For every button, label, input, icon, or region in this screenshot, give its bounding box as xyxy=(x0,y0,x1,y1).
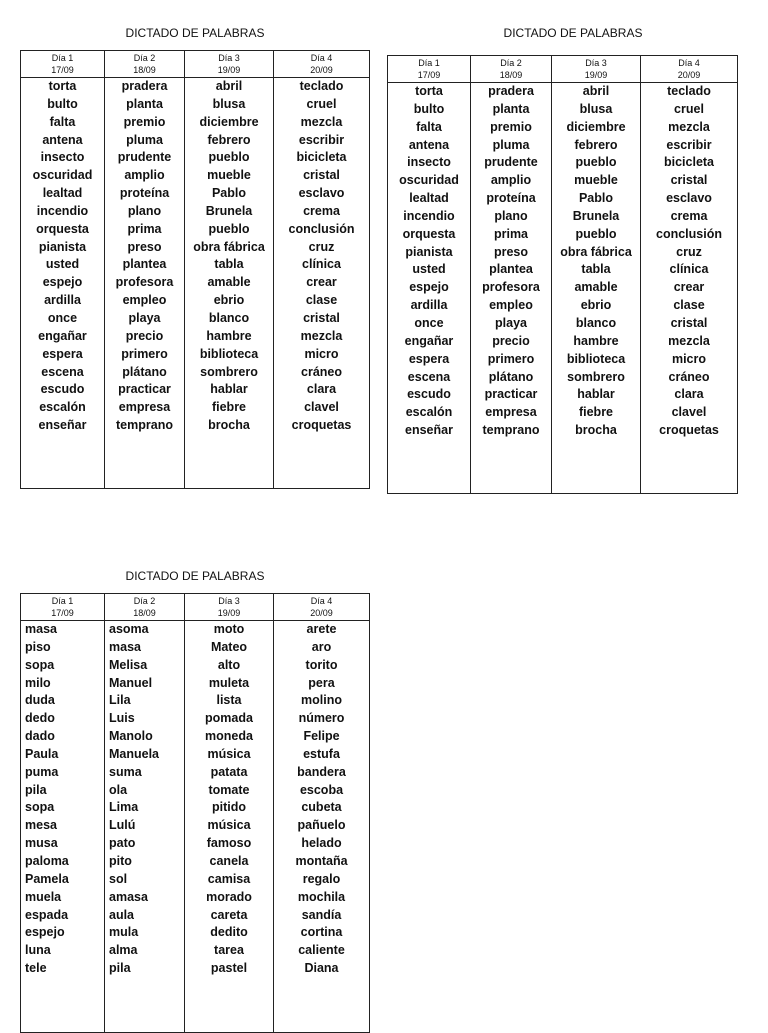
word-item: estufa xyxy=(303,746,340,761)
word-item: dedito xyxy=(210,925,248,940)
word-item: once xyxy=(414,315,444,330)
word-item: esclavo xyxy=(298,186,345,201)
word-item: prima xyxy=(127,221,162,236)
word-item: Brunela xyxy=(572,208,620,223)
word-item: prudente xyxy=(117,150,172,165)
word-item: planta xyxy=(492,101,530,116)
word-item: bicicleta xyxy=(663,155,715,170)
word-item: luna xyxy=(25,943,51,958)
word-item: amable xyxy=(207,275,251,290)
word-item: ola xyxy=(109,782,128,797)
word-item: temprano xyxy=(482,423,540,438)
word-item: croquetas xyxy=(291,418,352,433)
word-item: torta xyxy=(48,79,77,93)
word-item: pianista xyxy=(405,244,453,259)
word-item: crema xyxy=(303,203,340,218)
word-item: amasa xyxy=(109,889,148,904)
word-item: escoba xyxy=(299,782,344,797)
word-item: Manuela xyxy=(109,746,160,761)
word-item: precio xyxy=(492,333,530,348)
word-item: Pablo xyxy=(578,191,614,206)
word-item: patata xyxy=(210,764,248,779)
word-item: helado xyxy=(301,836,342,851)
word-item: usted xyxy=(45,257,80,272)
word-item: pueblo xyxy=(575,155,617,170)
word-item: micro xyxy=(671,351,707,366)
word-item: Paula xyxy=(25,746,59,761)
word-item: cruz xyxy=(676,244,702,259)
day-3-words xyxy=(552,83,641,494)
word-item: sombrero xyxy=(200,364,258,379)
word-item: blusa xyxy=(579,101,613,116)
word-item: blusa xyxy=(212,96,246,111)
word-item: plano xyxy=(494,208,528,223)
word-row xyxy=(21,621,370,1033)
word-item: duda xyxy=(25,693,55,708)
word-item: número xyxy=(298,711,345,726)
word-item: regalo xyxy=(302,871,341,886)
word-item: cristal xyxy=(303,168,340,183)
word-item: clínica xyxy=(302,257,341,272)
day-2-words xyxy=(105,621,185,1033)
word-item: Luis xyxy=(109,711,135,726)
block-title: DICTADO DE PALABRAS xyxy=(125,569,265,583)
word-item: tabla xyxy=(581,262,611,277)
table-header-row xyxy=(388,56,738,83)
word-item: espera xyxy=(408,351,450,366)
word-item: empresa xyxy=(118,400,171,415)
word-item: hablar xyxy=(210,382,248,397)
day-2-words xyxy=(471,83,552,494)
word-item: primero xyxy=(487,351,535,366)
word-item: profesora xyxy=(482,280,540,295)
word-item: cristal xyxy=(303,310,340,325)
word-item: escudo xyxy=(40,382,85,397)
word-item: sopa xyxy=(25,657,55,672)
day-4-words xyxy=(641,83,738,494)
word-item: Pablo xyxy=(211,186,247,201)
word-item: música xyxy=(207,746,251,761)
word-item: aro xyxy=(311,639,332,654)
word-item: asoma xyxy=(109,622,149,636)
word-item: obra fábrica xyxy=(193,239,265,254)
word-item: clara xyxy=(306,382,337,397)
word-item: música xyxy=(207,818,251,833)
day-3-words xyxy=(185,78,274,489)
day-3-header: Día 3 19/09 xyxy=(552,56,641,83)
word-item: pomada xyxy=(205,711,253,726)
word-item: empresa xyxy=(485,405,537,420)
word-item: escribir xyxy=(666,137,712,152)
word-item: cráneo xyxy=(301,364,342,379)
word-item: plantea xyxy=(489,262,533,277)
word-item: clavel xyxy=(304,400,339,415)
word-item: esclavo xyxy=(666,191,712,206)
dictation-block-2 xyxy=(387,26,739,501)
word-item: Brunela xyxy=(205,203,253,218)
word-item: abril xyxy=(582,84,610,98)
word-item: Mateo xyxy=(210,639,248,654)
word-item: cruz xyxy=(308,239,335,254)
day-1-words xyxy=(388,83,471,494)
word-item: sopa xyxy=(25,800,55,815)
word-item: practicar xyxy=(484,387,538,402)
word-item: usted xyxy=(412,262,446,277)
table-header-row xyxy=(21,51,370,78)
word-item: proteína xyxy=(119,186,170,201)
day-1-words xyxy=(21,621,105,1033)
word-item: antena xyxy=(408,137,450,152)
word-item: pastel xyxy=(210,961,248,976)
day-4-header: Día 4 20/09 xyxy=(274,594,370,621)
word-item: mueble xyxy=(574,173,618,188)
word-item: amable xyxy=(574,280,618,295)
word-item: crema xyxy=(670,208,708,223)
word-item: Lulú xyxy=(109,818,136,833)
day-4-words xyxy=(274,78,370,489)
word-item: brocha xyxy=(575,423,617,438)
word-item: bulto xyxy=(47,96,78,111)
word-item: pañuelo xyxy=(297,818,346,833)
word-item: crear xyxy=(673,280,705,295)
word-item: Lima xyxy=(109,800,139,815)
word-item: oscuridad xyxy=(32,168,93,183)
day-3-words xyxy=(185,621,274,1033)
word-item: musa xyxy=(25,836,58,851)
word-item: mueble xyxy=(207,168,251,183)
word-item: escalón xyxy=(39,400,86,415)
day-4-header: Día 4 20/09 xyxy=(641,56,738,83)
word-item: lealtad xyxy=(42,186,83,201)
word-item: Pamela xyxy=(25,871,69,886)
word-item: morado xyxy=(206,889,252,904)
word-item: pradera xyxy=(488,84,534,98)
word-item: cubeta xyxy=(301,800,342,815)
word-item: pradera xyxy=(121,79,168,93)
word-item: premio xyxy=(490,119,532,134)
word-item: tarea xyxy=(214,943,244,958)
word-item: escribir xyxy=(298,132,345,147)
word-item: pera xyxy=(308,675,335,690)
word-item: tele xyxy=(25,961,47,976)
word-item: empleo xyxy=(122,293,167,308)
dictation-table xyxy=(20,50,370,489)
word-item: pitido xyxy=(211,800,246,815)
word-item: moto xyxy=(213,622,245,636)
word-item: arete xyxy=(306,622,337,636)
word-item: alto xyxy=(217,657,241,672)
word-item: caliente xyxy=(298,943,345,958)
word-item: engañar xyxy=(38,328,87,343)
word-item: preso xyxy=(493,244,529,259)
word-item: espera xyxy=(42,346,83,361)
word-item: bandera xyxy=(297,764,346,779)
word-item: pueblo xyxy=(208,221,250,236)
word-item: Manolo xyxy=(109,729,153,744)
block-title: DICTADO DE PALABRAS xyxy=(503,26,643,40)
block-title: DICTADO DE PALABRAS xyxy=(125,26,265,40)
word-item: molino xyxy=(301,693,342,708)
word-item: premio xyxy=(123,114,166,129)
word-item: hambre xyxy=(573,333,619,348)
word-item: espejo xyxy=(25,925,65,940)
word-item: ebrio xyxy=(213,293,245,308)
word-item: canela xyxy=(209,853,249,868)
word-item: insecto xyxy=(407,155,451,170)
word-item: primero xyxy=(121,346,168,361)
word-item: cristal xyxy=(670,173,708,188)
word-item: paloma xyxy=(25,853,69,868)
word-item: clase xyxy=(305,293,338,308)
dictation-table xyxy=(20,593,370,1033)
dictation-block-1 xyxy=(20,26,370,496)
word-item: croquetas xyxy=(659,423,719,438)
word-item: espada xyxy=(25,907,69,922)
word-row xyxy=(21,78,370,489)
word-item: blanco xyxy=(208,310,250,325)
word-item: suma xyxy=(109,764,142,779)
word-item: muela xyxy=(25,889,62,904)
word-item: cruel xyxy=(306,96,337,111)
word-item: aula xyxy=(109,907,135,922)
word-item: bicicleta xyxy=(296,150,347,165)
word-item: muleta xyxy=(208,675,250,690)
word-item: espejo xyxy=(409,280,449,295)
word-item: clase xyxy=(673,298,705,313)
word-item: prudente xyxy=(484,155,538,170)
word-item: moneda xyxy=(205,729,253,744)
word-item: torito xyxy=(305,657,338,672)
word-item: crear xyxy=(306,275,337,290)
word-item: enseñar xyxy=(38,418,87,433)
word-item: mezcla xyxy=(300,114,343,129)
word-item: pluma xyxy=(492,137,530,152)
word-item: piso xyxy=(25,639,51,654)
word-item: mesa xyxy=(25,818,57,833)
word-item: hambre xyxy=(206,328,252,343)
word-item: mula xyxy=(109,925,139,940)
word-item: obra fábrica xyxy=(560,244,632,259)
day-2-header: Día 2 18/09 xyxy=(105,51,185,78)
word-item: cortina xyxy=(300,925,343,940)
word-item: pianista xyxy=(38,239,87,254)
word-item: precio xyxy=(125,328,164,343)
word-item: tomate xyxy=(208,782,250,797)
word-item: incendio xyxy=(403,208,455,223)
word-item: profesora xyxy=(115,275,174,290)
word-item: clara xyxy=(674,387,704,402)
word-item: cráneo xyxy=(668,369,710,384)
word-item: plátano xyxy=(488,369,534,384)
word-item: fiebre xyxy=(578,405,614,420)
word-item: pueblo xyxy=(575,226,617,241)
word-item: proteína xyxy=(486,191,536,206)
word-row xyxy=(388,83,738,494)
word-item: Manuel xyxy=(109,675,153,690)
word-item: mezcla xyxy=(300,328,343,343)
word-item: falta xyxy=(49,114,76,129)
word-item: puma xyxy=(25,764,59,779)
word-item: engañar xyxy=(404,333,454,348)
day-2-header: Día 2 18/09 xyxy=(105,594,185,621)
word-item: escena xyxy=(41,364,84,379)
word-item: mezcla xyxy=(668,119,710,134)
word-item: diciembre xyxy=(566,119,626,134)
word-item: orquesta xyxy=(36,221,89,236)
word-item: diciembre xyxy=(199,114,259,129)
word-item: biblioteca xyxy=(199,346,259,361)
word-item: sandía xyxy=(301,907,342,922)
word-item: empleo xyxy=(489,298,533,313)
word-item: careta xyxy=(210,907,248,922)
word-item: clínica xyxy=(669,262,709,277)
word-item: espejo xyxy=(42,275,83,290)
day-1-header: Día 1 17/09 xyxy=(388,56,471,83)
word-item: dedo xyxy=(25,711,55,726)
dictation-block-3 xyxy=(20,569,370,1024)
word-item: amplio xyxy=(490,173,532,188)
word-item: ebrio xyxy=(580,298,612,313)
word-item: dado xyxy=(25,729,55,744)
word-item: abril xyxy=(215,79,243,93)
word-item: alma xyxy=(109,943,138,958)
word-item: ardilla xyxy=(410,298,448,313)
word-item: bulto xyxy=(413,101,445,116)
word-item: playa xyxy=(128,310,161,325)
word-item: escalón xyxy=(405,405,453,420)
word-item: cristal xyxy=(670,315,708,330)
word-item: ardilla xyxy=(44,293,81,308)
day-2-header: Día 2 18/09 xyxy=(471,56,552,83)
word-item: micro xyxy=(304,346,339,361)
word-item: Lila xyxy=(109,693,131,708)
word-item: biblioteca xyxy=(566,351,626,366)
word-item: temprano xyxy=(116,418,173,433)
word-item: febrero xyxy=(207,132,251,147)
word-item: escena xyxy=(407,369,451,384)
word-item: orquesta xyxy=(402,226,456,241)
word-item: clavel xyxy=(671,405,707,420)
word-item: teclado xyxy=(667,84,711,98)
word-item: masa xyxy=(109,639,141,654)
word-item: escudo xyxy=(407,387,451,402)
word-item: tabla xyxy=(214,257,244,272)
word-item: falta xyxy=(416,119,442,134)
word-item: Melisa xyxy=(109,657,148,672)
word-item: sol xyxy=(109,871,128,886)
word-item: prima xyxy=(493,226,529,241)
word-item: oscuridad xyxy=(399,173,459,188)
word-item: Diana xyxy=(304,961,339,976)
day-3-header: Día 3 19/09 xyxy=(185,51,274,78)
word-item: planta xyxy=(126,96,163,111)
word-item: conclusión xyxy=(288,221,355,236)
word-item: brocha xyxy=(208,418,250,433)
word-item: fiebre xyxy=(211,400,247,415)
word-item: torta xyxy=(415,84,443,98)
day-1-header: Día 1 17/09 xyxy=(21,594,105,621)
word-item: pueblo xyxy=(208,150,250,165)
word-item: lista xyxy=(216,693,242,708)
word-item: teclado xyxy=(299,79,344,93)
word-item: montaña xyxy=(295,853,348,868)
word-item: incendio xyxy=(36,203,89,218)
day-4-words xyxy=(274,621,370,1033)
word-item: plantea xyxy=(122,257,167,272)
day-2-words xyxy=(105,78,185,489)
word-item: plátano xyxy=(122,364,167,379)
word-item: pito xyxy=(109,853,132,868)
word-item: hablar xyxy=(577,387,615,402)
word-item: sombrero xyxy=(567,369,625,384)
day-3-header: Día 3 19/09 xyxy=(185,594,274,621)
word-item: mochila xyxy=(297,889,346,904)
word-item: masa xyxy=(25,622,57,636)
word-item: pato xyxy=(109,836,136,851)
word-item: amplio xyxy=(124,168,165,183)
day-4-header: Día 4 20/09 xyxy=(274,51,370,78)
table-header-row xyxy=(21,594,370,621)
word-item: pila xyxy=(109,961,131,976)
word-item: cruel xyxy=(674,101,704,116)
day-1-header: Día 1 17/09 xyxy=(21,51,105,78)
word-item: pluma xyxy=(126,132,163,147)
word-item: practicar xyxy=(118,382,171,397)
word-item: antena xyxy=(42,132,83,147)
word-item: lealtad xyxy=(409,191,449,206)
word-item: mezcla xyxy=(668,333,710,348)
word-item: conclusión xyxy=(656,226,722,241)
word-item: camisa xyxy=(207,871,251,886)
word-item: pila xyxy=(25,782,47,797)
dictation-table xyxy=(387,55,738,494)
word-item: febrero xyxy=(574,137,618,152)
word-item: famoso xyxy=(206,836,252,851)
word-item: once xyxy=(47,310,78,325)
word-item: plano xyxy=(127,203,162,218)
word-item: preso xyxy=(127,239,162,254)
word-item: milo xyxy=(25,675,51,690)
word-item: insecto xyxy=(40,150,85,165)
word-item: blanco xyxy=(575,315,617,330)
word-item: playa xyxy=(495,315,527,330)
day-1-words xyxy=(21,78,105,489)
word-item: enseñar xyxy=(405,423,453,438)
word-item: Felipe xyxy=(303,729,340,744)
